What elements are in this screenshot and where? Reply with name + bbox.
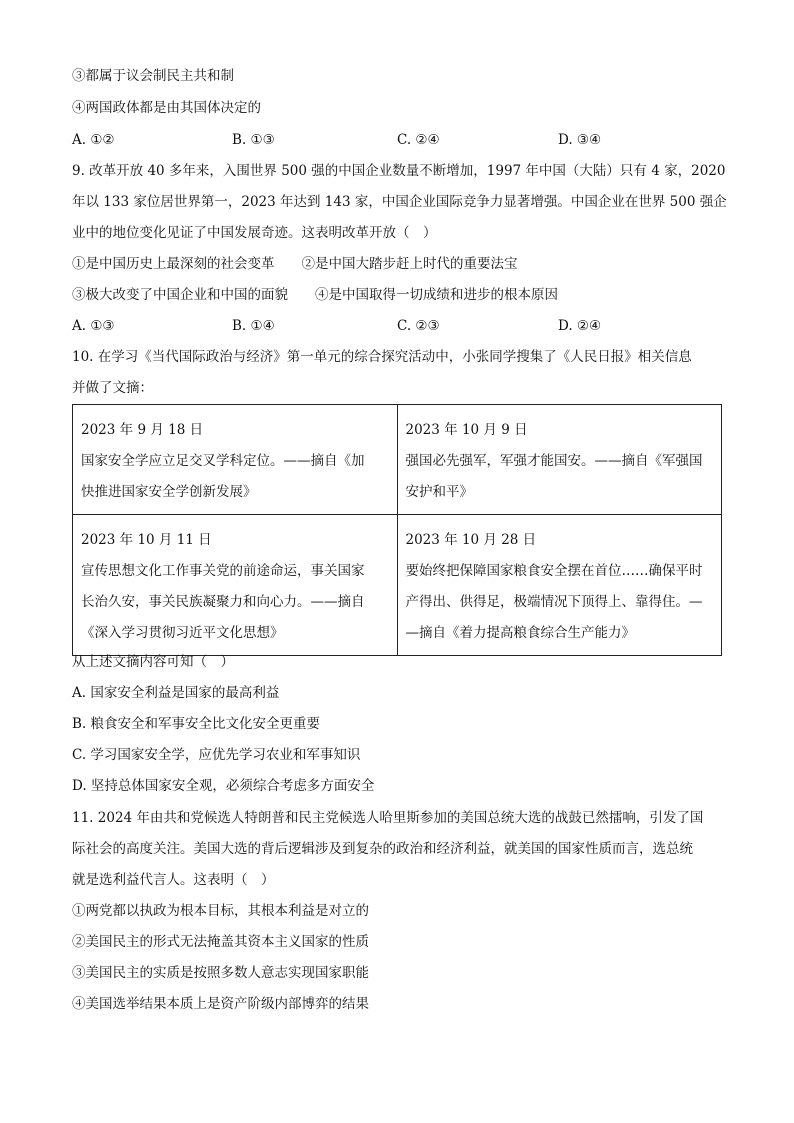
q9-option-d[interactable]: D. ②④ (558, 318, 602, 334)
q9-option-c[interactable]: C. ②③ (397, 318, 440, 334)
q9-stem-line-1: 9. 改革开放 40 多年来，入围世界 500 强的中国企业数量不断增加，1997 年中国（大陆）只有 4 家，2020 (72, 163, 726, 179)
q8-item-3: ③都属于议会制民主共和制 (72, 68, 234, 84)
q10-excerpt-table (72, 404, 722, 656)
excerpt-text-line: 长治久安，事关民族凝聚力和向心力。——摘自 (81, 594, 365, 610)
q11-stem-line-2: 际社会的高度关注。美国大选的背后逻辑涉及到复杂的政治和经济利益，就美国的国家性质而言，选总统 (72, 841, 693, 857)
q10-stem-line-2: 并做了文摘： (72, 380, 153, 396)
excerpt-row (73, 405, 722, 515)
q8-option-a[interactable]: A. ①② (72, 132, 115, 148)
q9-item-line-2: ③极大改变了中国企业和中国的面貌 ④是中国取得一切成绩和进步的根本原因 (72, 287, 558, 303)
q11-item-3: ③美国民主的实质是按照多数人意志实现国家职能 (72, 965, 369, 981)
excerpt-text-line: 国家安全学应立足交叉学科定位。——摘自《加 (81, 453, 365, 469)
excerpt-date: 2023 年 10 月 28 日 (405, 532, 537, 548)
excerpt-row (73, 515, 722, 656)
excerpt-date: 2023 年 9 月 18 日 (81, 422, 204, 438)
excerpt-text-line: —摘自《着力提高粮食综合生产能力》 (405, 625, 635, 641)
q10-option-d[interactable]: D. 坚持总体国家安全观，必须综合考虑多方面安全 (72, 778, 375, 794)
excerpt-text-line: 《深入学习贯彻习近平文化思想》 (81, 625, 284, 641)
q9-stem-line-3: 业中的地位变化见证了中国发展奇迹。这表明改革开放（ ） (72, 225, 437, 241)
q8-option-d[interactable]: D. ③④ (558, 132, 602, 148)
q9-stem-line-2: 年以 133 家位居世界第一，2023 年达到 143 家，中国企业国际竞争力显著增强。中国企业在世界 500 强企 (72, 194, 727, 210)
q10-stem-line-1: 10. 在学习《当代国际政治与经济》第一单元的综合探究活动中，小张同学搜集了《人民日报》相关信息 (72, 349, 692, 365)
q9-option-b[interactable]: B. ①④ (232, 318, 275, 334)
q8-item-4: ④两国政体都是由其国体决定的 (72, 100, 261, 116)
q11-stem-line-3: 就是选利益代言人。这表明（ ） (72, 872, 275, 888)
excerpt-text-line: 快推进国家安全学创新发展》 (81, 484, 257, 500)
q9-options (72, 316, 732, 336)
excerpt-text-line: 要始终把保障国家粮食安全摆在首位……确保平时 (405, 563, 703, 579)
q10-prompt: 从上述文摘内容可知（ ） (72, 654, 234, 670)
q10-option-b[interactable]: B. 粮食安全和军事安全比文化安全更重要 (72, 716, 321, 732)
q10-option-c[interactable]: C. 学习国家安全学，应优先学习农业和军事知识 (72, 747, 361, 763)
excerpt-cell-oct-28 (397, 515, 722, 656)
q9-item-line-1: ①是中国历史上最深刻的社会变革 ②是中国大踏步赶上时代的重要法宝 (72, 256, 518, 272)
q8-option-c[interactable]: C. ②④ (397, 132, 440, 148)
excerpt-text-line: 产得出、供得足，极端情况下顶得上、靠得住。— (405, 594, 703, 610)
excerpt-date: 2023 年 10 月 11 日 (81, 532, 212, 548)
q11-item-4: ④美国选举结果本质上是资产阶级内部博弈的结果 (72, 996, 369, 1012)
q11-item-2: ②美国民主的形式无法掩盖其资本主义国家的性质 (72, 934, 369, 950)
q10-option-a[interactable]: A. 国家安全利益是国家的最高利益 (72, 685, 280, 701)
excerpt-date: 2023 年 10 月 9 日 (405, 422, 528, 438)
excerpt-text-line: 宣传思想文化工作事关党的前途命运，事关国家 (81, 563, 365, 579)
excerpt-cell-oct-11 (73, 515, 398, 656)
excerpt-text-line: 安护和平》 (405, 484, 473, 500)
q9-option-a[interactable]: A. ①③ (72, 318, 115, 334)
excerpt-cell-sep-18 (73, 405, 398, 515)
q11-stem-line-1: 11. 2024 年由共和党候选人特朗普和民主党候选人哈里斯参加的美国总统大选的战鼓已然擂响，引发了国 (72, 810, 704, 826)
excerpt-cell-oct-9 (397, 405, 722, 515)
q8-options (72, 130, 732, 150)
q11-item-1: ①两党都以执政为根本目标，其根本利益是对立的 (72, 903, 369, 919)
excerpt-text-line: 强国必先强军，军强才能国安。——摘自《军强国 (405, 453, 703, 469)
q8-option-b[interactable]: B. ①③ (232, 132, 275, 148)
